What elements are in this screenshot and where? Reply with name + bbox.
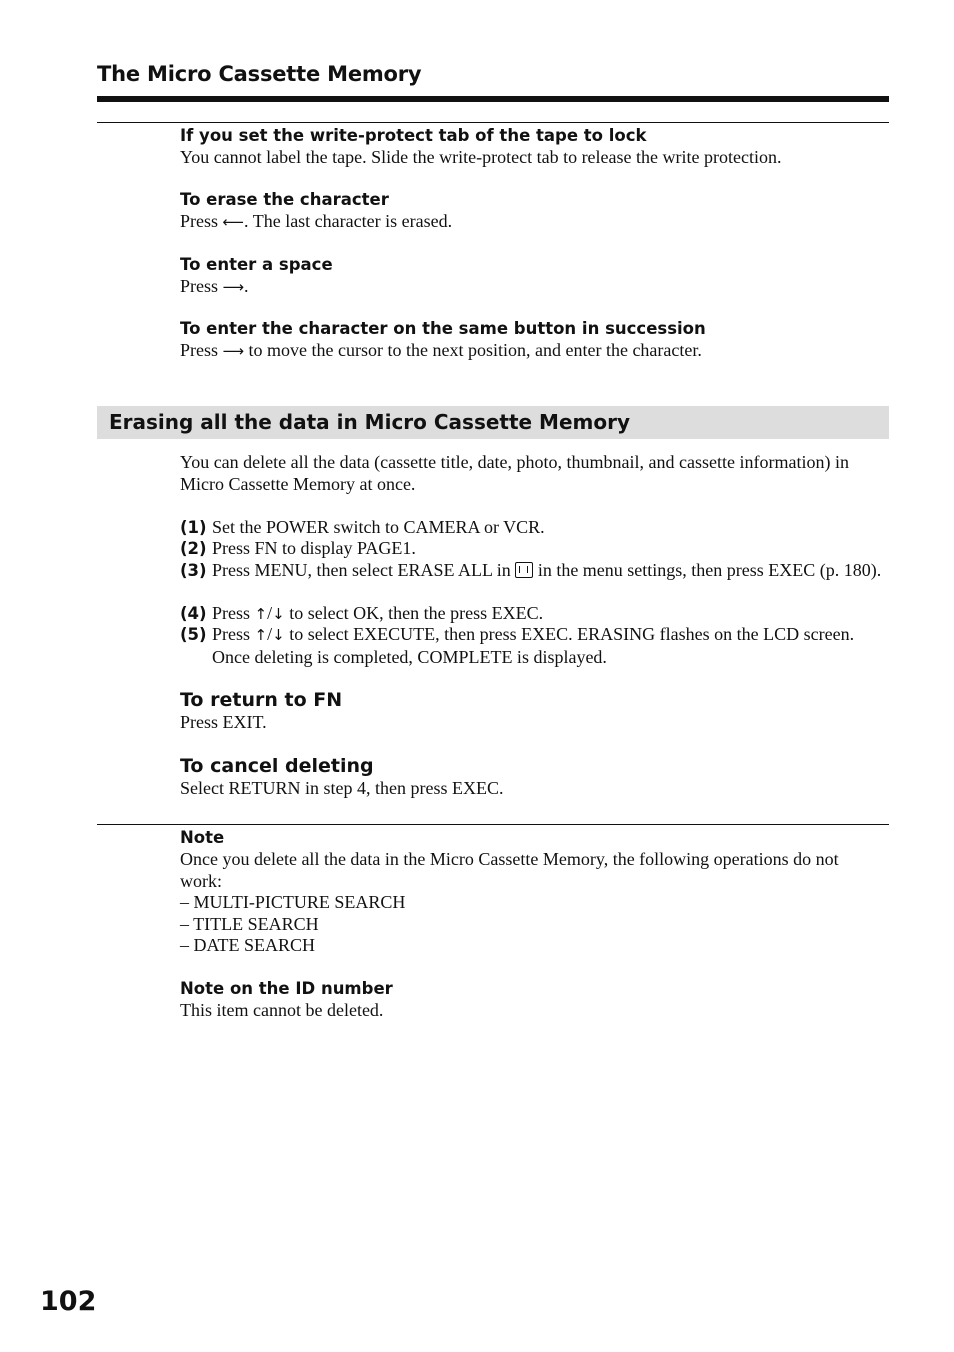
- text-fragment: /: [267, 624, 273, 644]
- text-fragment: to select EXECUTE, then press EXEC. ERASING flashes on the LCD screen. Once deleting is completed, COMPLETE is displayed.: [212, 624, 855, 667]
- text-fragment: Press: [180, 276, 223, 296]
- enter-space-block: [180, 254, 885, 299]
- down-arrow-icon: ↓: [272, 605, 285, 623]
- erase-character-text: [180, 211, 885, 234]
- step-number: (3): [180, 561, 207, 580]
- note-block: [180, 827, 885, 957]
- text-fragment: to select OK, then the press EXEC.: [284, 603, 544, 623]
- text-fragment: . The last character is erased.: [244, 211, 453, 231]
- text-fragment: to move the cursor to the next position, and enter the character.: [244, 340, 702, 360]
- step-number: (2): [180, 539, 207, 558]
- text-fragment: Press: [212, 603, 255, 623]
- step-text: [212, 560, 885, 582]
- return-heading: To return to FN: [180, 689, 343, 711]
- header-thin-rule: [97, 122, 889, 123]
- notes-rule: [97, 824, 889, 825]
- step-text: [212, 624, 885, 668]
- note-text: Once you delete all the data in the Micro Cassette Memory, the following operations do not work:: [180, 849, 839, 891]
- step-number: (5): [180, 625, 207, 644]
- write-protect-block: [180, 125, 885, 169]
- step-text: [212, 603, 885, 626]
- succession-text: [180, 340, 885, 363]
- up-arrow-icon: ↑: [254, 626, 268, 644]
- step-number: (1): [180, 518, 207, 537]
- erase-intro: You can delete all the data (cassette title, date, photo, thumbnail, and cassette information) in Micro Cassette Memory at once.: [180, 452, 849, 494]
- write-protect-heading: If you set the write-protect tab of the tape to lock: [180, 126, 647, 145]
- text-fragment: Press MENU, then select ERASE ALL in: [212, 560, 516, 580]
- right-arrow-icon: ⟶: [222, 278, 245, 296]
- erase-character-heading: To erase the character: [180, 190, 389, 209]
- step-text: Set the POWER switch to CAMERA or VCR.: [212, 517, 545, 537]
- text-fragment: Press: [212, 624, 255, 644]
- section-title: The Micro Cassette Memory: [97, 62, 422, 86]
- text-fragment: /: [267, 603, 273, 623]
- erase-section-heading: Erasing all the data in Micro Cassette Memory: [109, 410, 631, 434]
- return-text: Press EXIT.: [180, 712, 267, 732]
- up-arrow-icon: ↑: [254, 605, 268, 623]
- id-note-text: This item cannot be deleted.: [180, 1000, 384, 1020]
- step-number: (4): [180, 604, 207, 623]
- cancel-block: [180, 754, 885, 800]
- step-text: Press FN to display PAGE1.: [212, 538, 416, 558]
- cancel-text: Select RETURN in step 4, then press EXEC.: [180, 778, 504, 798]
- text-fragment: .: [244, 276, 249, 296]
- text-fragment: Press: [180, 211, 223, 231]
- down-arrow-icon: ↓: [272, 626, 285, 644]
- note-heading: Note: [180, 828, 225, 847]
- succession-block: [180, 318, 885, 363]
- note-list-item: – DATE SEARCH: [180, 935, 316, 955]
- id-note-heading: Note on the ID number: [180, 979, 393, 998]
- note-list-item: – TITLE SEARCH: [180, 913, 319, 934]
- note-list-item: – MULTI-PICTURE SEARCH: [180, 892, 406, 912]
- right-arrow-icon: ⟶: [222, 342, 245, 360]
- left-arrow-icon: ⟵: [222, 213, 245, 231]
- id-note-block: [180, 978, 885, 1022]
- cancel-heading: To cancel deleting: [180, 755, 374, 777]
- enter-space-heading: To enter a space: [180, 255, 333, 274]
- return-block: [180, 688, 885, 734]
- erase-character-block: [180, 189, 885, 234]
- cassette-memory-icon: [515, 562, 533, 578]
- header-thick-rule: [97, 96, 889, 102]
- text-fragment: Press: [180, 340, 223, 360]
- enter-space-text: [180, 276, 885, 299]
- succession-heading: To enter the character on the same button in succession: [180, 319, 706, 338]
- page-number: 102: [40, 1286, 97, 1317]
- write-protect-text: You cannot label the tape. Slide the write-protect tab to release the write protection.: [180, 147, 782, 167]
- text-fragment: in the menu settings, then press EXEC (p. 180).: [533, 560, 882, 580]
